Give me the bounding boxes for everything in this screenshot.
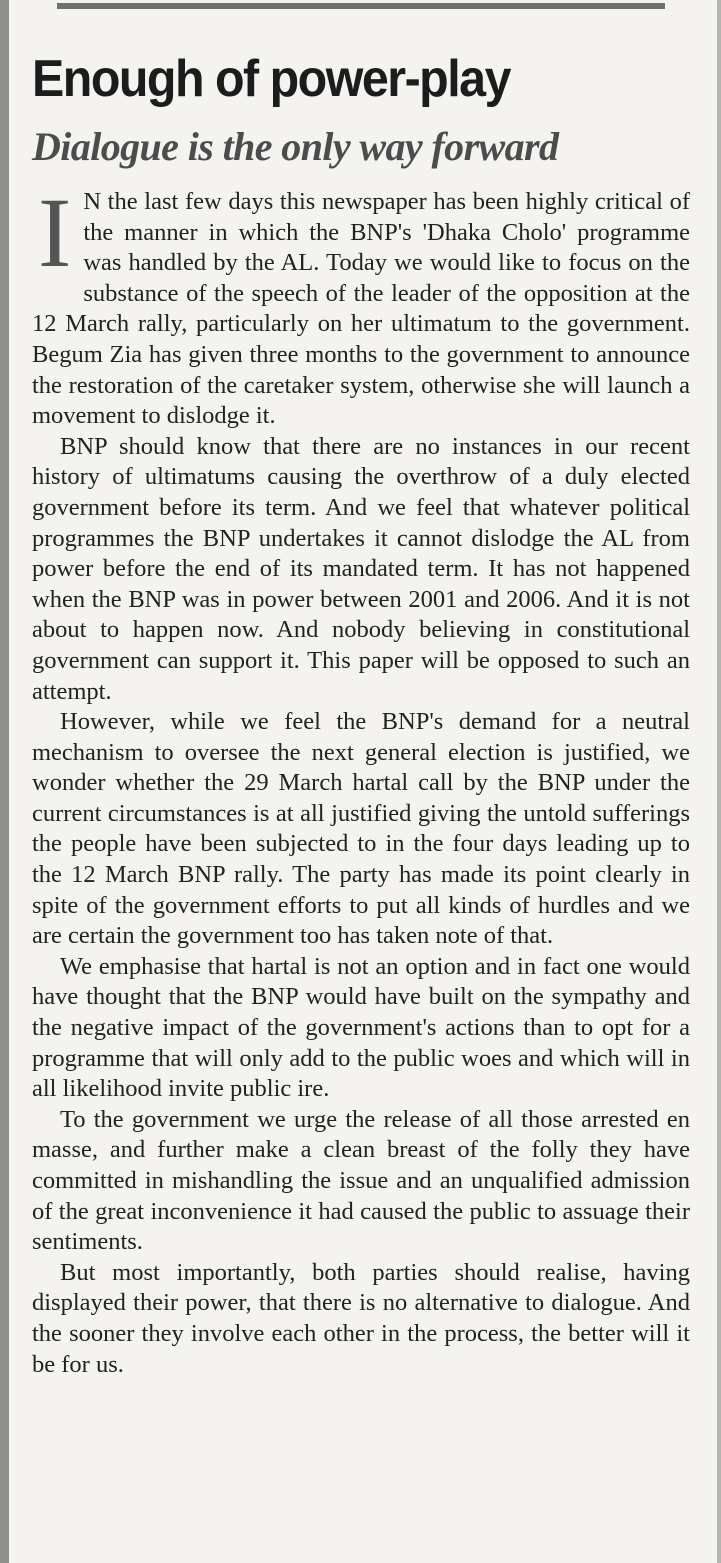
paragraph-2: BNP should know that there are no instances in our recent history of ultimatums causing the overthrow of a duly elected government before its term. And we feel that whatever political programmes the BNP undertakes it cannot dislodge the AL from power before the end of its mandated term. It has not happened when the BNP was in power between 2001 and 2006. And it is not about to happen now. And nobody believing in constitutional government can support it. This paper will be opposed to such an attempt. <box>32 432 690 705</box>
article-body <box>32 177 690 1380</box>
left-page-edge <box>0 0 9 1563</box>
headline: Enough of power-play <box>32 50 511 108</box>
paragraph-6: But most importantly, both parties should realise, having displayed their power, that there is no alternative to dialogue. And the sooner they involve each other in the process, the better will it be for us. <box>32 1258 690 1378</box>
right-page-edge <box>717 0 721 1563</box>
paragraph-5: To the government we urge the release of all those arrested en masse, and further make a clean breast of the folly they have committed in mishandling the issue and an unqualified admission of the great inconvenience it had caused the public to assuage their sentiments. <box>32 1105 690 1256</box>
subheadline: Dialogue is the only way forward <box>32 124 559 169</box>
top-rule <box>57 3 665 9</box>
paragraph-3: However, while we feel the BNP's demand for a neutral mechanism to oversee the next general election is justified, we wonder whether the 29 March hartal call by the BNP under the current circumstances is at all justified giving the untold sufferings the people have been subjected to in the four days leading up to the 12 March BNP rally. The party has made its point clearly in spite of the government efforts to put all kinds of hurdles and we are certain the government too has taken note of that. <box>32 708 690 950</box>
drop-cap: I <box>38 177 72 288</box>
paragraph-1 <box>32 177 690 432</box>
paragraph-4: We emphasise that hartal is not an option and in fact one would have thought that the BNP would have built on the sympathy and the negative impact of the government's actions than to opt for a programme that will only add to the public woes and which will in all likelihood invite public ire. <box>32 952 690 1103</box>
paragraph-1-text: N the last few days this newspaper has been highly critical of the manner in which the BNP's 'Dhaka Cholo' programme was handled by the AL. Today we would like to focus on the substance of the speech of the leader of the opposition at the 12 March rally, particularly on her ultimatum to the government. Begum Zia has given three months to the government to announce the restoration of the caretaker system, otherwise she will launch a movement to dislodge it. <box>32 188 690 430</box>
